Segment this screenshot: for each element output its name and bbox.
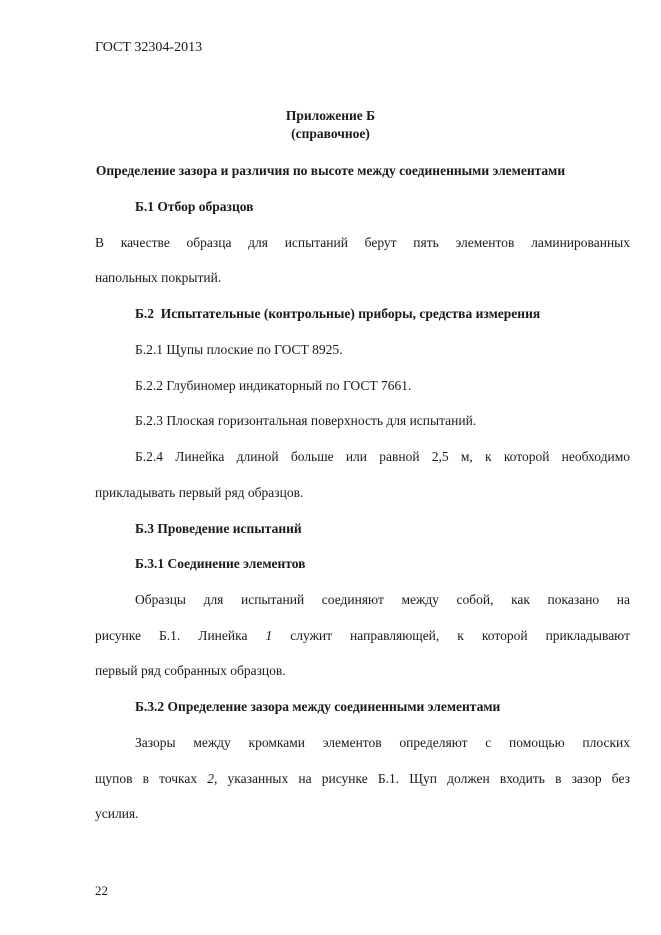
section-b31-heading: Б.3.1 Соединение элементов (135, 556, 306, 571)
section-b1-text-line1: В качестве образца для испытаний берут пять элементов ламинированных (95, 235, 630, 250)
figure-ref-2: 2 (207, 771, 215, 786)
appendix-subtitle: (справочное) (291, 126, 370, 141)
figure-ref-1: 1 (265, 628, 273, 643)
section-b32-text-line3: усилия. (95, 806, 139, 821)
section-b1-heading: Б.1 Отбор образцов (135, 199, 254, 214)
section-b31-text-line2: рисунке Б.1. Линейка 1 служит направляющей, к которой прикладывают (95, 628, 630, 643)
section-b1-text-line2: напольных покрытий. (95, 270, 222, 285)
item-b24-line2: прикладывать первый ряд образцов. (95, 485, 304, 500)
item-b21: Б.2.1 Щупы плоские по ГОСТ 8925. (135, 342, 343, 357)
page-number: 22 (95, 883, 108, 898)
document-header: ГОСТ 32304-2013 (95, 40, 203, 55)
item-b22: Б.2.2 Глубиномер индикаторный по ГОСТ 7661. (135, 378, 412, 393)
section-b32-text-line2: щупов в точках 2, указанных на рисунке Б.1. Щуп должен входить в зазор без (95, 771, 630, 786)
item-b23: Б.2.3 Плоская горизонтальная поверхность для испытаний. (135, 413, 477, 428)
section-b32-text-line1: Зазоры между кромками элементов определяют с помощью плоских (135, 735, 630, 750)
item-b24-line1: Б.2.4 Линейка длиной больше или равной 2,5 м, к которой необходимо (135, 449, 630, 464)
section-b31-text-line1: Образцы для испытаний соединяют между собой, как показано на (135, 592, 630, 607)
section-b2-heading: Б.2 Испытательные (контрольные) приборы, средства измерения (135, 306, 541, 321)
section-b3-heading: Б.3 Проведение испытаний (135, 521, 302, 536)
section-b32-heading: Б.3.2 Определение зазора между соединенными элементами (135, 699, 501, 714)
appendix-title: Приложение Б (285, 108, 376, 123)
main-title: Определение зазора и различия по высоте между соединенными элементами (95, 163, 566, 178)
section-b31-text-line3: первый ряд собранных образцов. (95, 663, 286, 678)
